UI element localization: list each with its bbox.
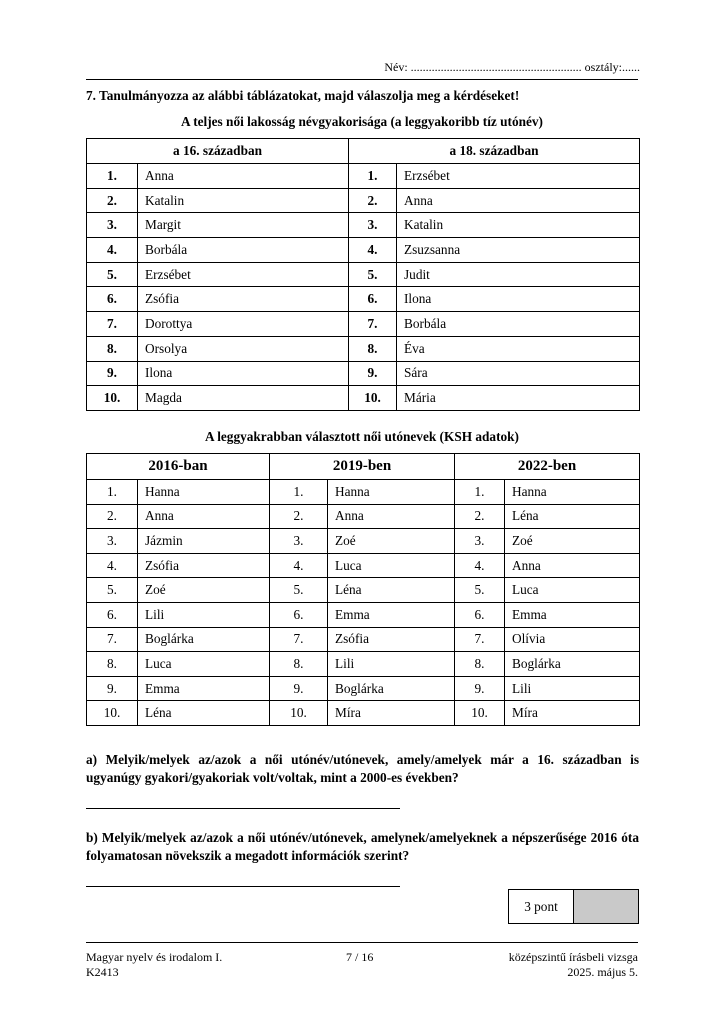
name-cell: Éva xyxy=(397,336,640,361)
table-row xyxy=(87,287,640,312)
table2-title: A leggyakrabban választott női utónevek (KSH adatok) xyxy=(205,429,519,444)
rank-cell: 2. xyxy=(87,188,138,213)
table-row xyxy=(87,578,640,603)
rank-cell: 2. xyxy=(87,504,138,529)
name-cell: Zoé xyxy=(328,529,455,554)
name-cell: Jázmin xyxy=(138,529,270,554)
rank-cell: 10. xyxy=(349,386,397,411)
rank-cell: 8. xyxy=(455,652,505,677)
student-name-class-line: Név: ......................................................... osztály:...... xyxy=(384,60,640,74)
table1-title: A teljes női lakosság névgyakorisága (a leggyakoribb tíz utónév) xyxy=(181,114,543,129)
name-cell: Zsófia xyxy=(138,553,270,578)
column-header-2019: 2019-ben xyxy=(270,454,455,480)
name-cell: Boglárka xyxy=(138,627,270,652)
name-cell: Erzsébet xyxy=(138,262,349,287)
name-cell: Anna xyxy=(397,188,640,213)
table-row xyxy=(87,336,640,361)
name-cell: Boglárka xyxy=(328,676,455,701)
table-row xyxy=(87,504,640,529)
name-cell: Borbála xyxy=(397,312,640,337)
name-cell: Anna xyxy=(505,553,640,578)
rank-cell: 5. xyxy=(87,578,138,603)
name-cell: Anna xyxy=(138,164,349,189)
question-a: a) Melyik/melyek az/azok a női utónév/utónevek, amely/amelyek már a 16. században is ugyanúgy gyakori/gyakoriak volt/voltak, mint a 2000-es években? xyxy=(86,752,639,785)
rank-cell: 6. xyxy=(87,602,138,627)
rank-cell: 7. xyxy=(349,312,397,337)
table-row xyxy=(87,213,640,238)
name-cell: Míra xyxy=(505,701,640,726)
rank-cell: 9. xyxy=(349,361,397,386)
answer-line-b[interactable] xyxy=(86,886,400,887)
rank-cell: 1. xyxy=(87,164,138,189)
name-cell: Anna xyxy=(138,504,270,529)
rank-cell: 3. xyxy=(87,213,138,238)
name-cell: Borbála xyxy=(138,238,349,263)
name-cell: Ilona xyxy=(138,361,349,386)
name-cell: Katalin xyxy=(397,213,640,238)
rank-cell: 1. xyxy=(87,480,138,505)
name-cell: Margit xyxy=(138,213,349,238)
name-cell: Luca xyxy=(505,578,640,603)
footer-subject: Magyar nyelv és irodalom I. xyxy=(86,950,223,964)
footer-right xyxy=(509,950,638,980)
column-header-2022: 2022-ben xyxy=(455,454,640,480)
rank-cell: 4. xyxy=(349,238,397,263)
footer-left xyxy=(86,950,222,980)
table-row xyxy=(87,312,640,337)
table-row xyxy=(87,529,640,554)
rank-cell: 3. xyxy=(455,529,505,554)
table-row xyxy=(87,701,640,726)
rank-cell: 2. xyxy=(349,188,397,213)
rank-cell: 7. xyxy=(87,627,138,652)
name-cell: Zsófia xyxy=(138,287,349,312)
table-row xyxy=(87,652,640,677)
name-cell: Luca xyxy=(138,652,270,677)
name-cell: Luca xyxy=(328,553,455,578)
column-header-2016: 2016-ban xyxy=(87,454,270,480)
table-row xyxy=(87,676,640,701)
rank-cell: 8. xyxy=(87,336,138,361)
score-label: 3 pont xyxy=(509,890,574,923)
rank-cell: 7. xyxy=(270,627,328,652)
rank-cell: 10. xyxy=(87,386,138,411)
name-cell: Zsuzsanna xyxy=(397,238,640,263)
rank-cell: 9. xyxy=(270,676,328,701)
rank-cell: 9. xyxy=(87,676,138,701)
rank-cell: 10. xyxy=(455,701,505,726)
name-cell: Zsófia xyxy=(328,627,455,652)
name-cell: Léna xyxy=(328,578,455,603)
table-row xyxy=(87,188,640,213)
name-cell: Léna xyxy=(138,701,270,726)
answer-line-a[interactable] xyxy=(86,808,400,809)
table-row xyxy=(87,238,640,263)
name-cell: Lili xyxy=(138,602,270,627)
rank-cell: 10. xyxy=(87,701,138,726)
rank-cell: 4. xyxy=(455,553,505,578)
name-cell: Anna xyxy=(328,504,455,529)
rank-cell: 5. xyxy=(349,262,397,287)
table-row xyxy=(87,553,640,578)
header-divider xyxy=(86,79,638,80)
name-cell: Sára xyxy=(397,361,640,386)
column-header-16th-century: a 16. században xyxy=(87,139,349,164)
footer-divider xyxy=(86,942,638,943)
name-cell: Léna xyxy=(505,504,640,529)
table-row xyxy=(87,602,640,627)
name-cell: Emma xyxy=(505,602,640,627)
rank-cell: 5. xyxy=(455,578,505,603)
rank-cell: 1. xyxy=(455,480,505,505)
rank-cell: 1. xyxy=(270,480,328,505)
rank-cell: 4. xyxy=(87,238,138,263)
score-box xyxy=(508,889,639,924)
name-cell: Zoé xyxy=(138,578,270,603)
name-cell: Hanna xyxy=(505,480,640,505)
rank-cell: 4. xyxy=(270,553,328,578)
name-cell: Olívia xyxy=(505,627,640,652)
name-cell: Lili xyxy=(328,652,455,677)
name-cell: Magda xyxy=(138,386,349,411)
rank-cell: 3. xyxy=(270,529,328,554)
name-cell: Emma xyxy=(328,602,455,627)
footer-date: 2025. május 5. xyxy=(567,965,638,979)
rank-cell: 4. xyxy=(87,553,138,578)
rank-cell: 2. xyxy=(455,504,505,529)
name-cell: Orsolya xyxy=(138,336,349,361)
footer-exam-level: középszintű írásbeli vizsga xyxy=(508,950,638,964)
name-cell: Boglárka xyxy=(505,652,640,677)
name-cell: Judit xyxy=(397,262,640,287)
column-header-18th-century: a 18. században xyxy=(349,139,640,164)
rank-cell: 7. xyxy=(87,312,138,337)
rank-cell: 5. xyxy=(87,262,138,287)
rank-cell: 9. xyxy=(87,361,138,386)
rank-cell: 7. xyxy=(455,627,505,652)
question-b: b) Melyik/melyek az/azok a női utónév/utónevek, amelynek/amelyeknek a népszerűsége 2016 óta folyamatosan növekszik a megadott információk szerint? xyxy=(86,830,639,863)
table-row xyxy=(87,361,640,386)
rank-cell: 6. xyxy=(349,287,397,312)
table-row xyxy=(87,480,640,505)
task-title: 7. Tanulmányozza az alábbi táblázatokat, majd válaszolja meg a kérdéseket! xyxy=(86,88,520,103)
name-cell: Ilona xyxy=(397,287,640,312)
name-cell: Hanna xyxy=(328,480,455,505)
table-row xyxy=(87,627,640,652)
rank-cell: 5. xyxy=(270,578,328,603)
name-cell: Katalin xyxy=(138,188,349,213)
name-cell: Lili xyxy=(505,676,640,701)
footer-page-number: 7 / 16 xyxy=(346,950,374,964)
name-cell: Zoé xyxy=(505,529,640,554)
footer-code: K2413 xyxy=(86,965,119,979)
rank-cell: 8. xyxy=(87,652,138,677)
rank-cell: 8. xyxy=(270,652,328,677)
rank-cell: 8. xyxy=(349,336,397,361)
name-cell: Dorottya xyxy=(138,312,349,337)
rank-cell: 1. xyxy=(349,164,397,189)
table-row xyxy=(87,164,640,189)
table-row xyxy=(87,386,640,411)
ksh-names-table xyxy=(86,453,640,726)
rank-cell: 6. xyxy=(270,602,328,627)
rank-cell: 6. xyxy=(87,287,138,312)
rank-cell: 9. xyxy=(455,676,505,701)
name-cell: Hanna xyxy=(138,480,270,505)
historical-names-table xyxy=(86,138,640,411)
rank-cell: 3. xyxy=(87,529,138,554)
name-cell: Erzsébet xyxy=(397,164,640,189)
name-cell: Míra xyxy=(328,701,455,726)
rank-cell: 10. xyxy=(270,701,328,726)
score-entry-field[interactable] xyxy=(574,890,638,923)
rank-cell: 2. xyxy=(270,504,328,529)
name-cell: Mária xyxy=(397,386,640,411)
name-cell: Emma xyxy=(138,676,270,701)
rank-cell: 6. xyxy=(455,602,505,627)
rank-cell: 3. xyxy=(349,213,397,238)
table-row xyxy=(87,262,640,287)
